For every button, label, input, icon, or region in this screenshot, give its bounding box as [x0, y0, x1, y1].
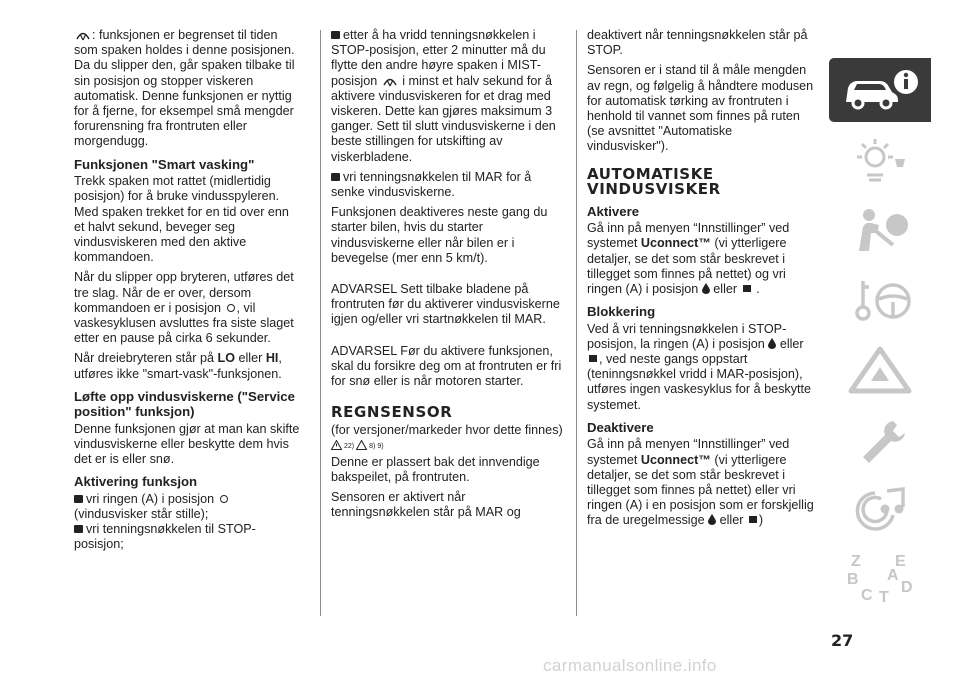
paragraph: Ved å vri tenningsnøkkelen i STOP-posisjon, la ringen (A) i posisjon eller , ved neste gangs oppstart (teninngsnøkkel vridd i MAR-posisjon), utføres ingen vaskesyklus for å beskytte systemet. — [587, 321, 811, 412]
heading-automatic-wipers: AUTOMATISKE VINDUSVISKER — [587, 164, 721, 198]
maintenance-wrench-icon — [845, 415, 915, 465]
rain-drop-icon — [708, 514, 716, 525]
column-divider — [576, 30, 577, 616]
list-item: etter å ha vridd tenningsnøkkelen i STOP-posisjon, etter 2 minutter må du flytte den andre høyre spaken i MIST-posisjon i minst et halv sekund for å aktivere vindusviskeren for et drag med viskeren. Dette kan gjøres maksimum 3 ganger. Sett til slutt vindusviskerne i den beste stillingen for utskifting av viskerbladene. — [331, 28, 556, 164]
warning-paragraph: ADVARSEL Sett tilbake bladene på frontruten før du aktiverer vindusviskerne igjen og/eller vri startnøkkelen til MAR. — [331, 282, 560, 327]
tab-starting-driving[interactable] — [829, 268, 931, 332]
warning-lights-icon — [845, 135, 915, 185]
bullet-icon — [74, 525, 83, 533]
reference-markers: 22) 8) 9) — [331, 440, 384, 450]
tab-index[interactable] — [829, 548, 931, 612]
heading-service-position: Løfte opp vindusviskerne ("Service position" funksjon) — [74, 388, 295, 420]
chapter-sidebar — [829, 58, 931, 620]
warning-paragraph: ADVARSEL Før du aktivere funksjonen, skal du forsikre deg om at frontruten er fri for snø eller is når motoren starter. — [331, 343, 562, 389]
ignition-steering-icon — [845, 275, 915, 325]
tab-maintenance[interactable] — [829, 408, 931, 472]
bullet-icon — [331, 173, 340, 181]
tab-safety[interactable] — [829, 198, 931, 262]
auto-position-icon — [227, 304, 235, 312]
paragraph: Trekk spaken mot rattet (midlertidig posisjon) for å bruke vindusspyleren. Med spaken trekket for en tid over enn et halvt sekund, beveger seg vindusviskeren med den aktive kommandoen. — [74, 174, 289, 265]
paragraph: Funksjonen deaktiveres neste gang du starter bilen, hvis du starter vindusviskerne eller når bilen er i bevegelse (mer enn 5 km/t). — [331, 205, 548, 265]
paragraph: Gå inn på menyen “Innstillinger” ved systemet Uconnect™ (vi ytterligere detaljer, se det som står beskrevet i tillegget som finnes på nettet) eller vri ringen (A) i en posisjon som er forskjellig fra de uregelmessige eller ) — [587, 437, 814, 528]
text-column-2 — [331, 28, 567, 525]
list-item: vri tenningsnøkkelen til STOP-posisjon; — [74, 522, 256, 552]
square-icon — [743, 285, 751, 292]
paragraph: Gå inn på menyen “Innstillinger” ved systemet Uconnect™ (vi ytterligere detaljer, se det som står beskrevet i tillegget som finnes på nettet) og vri ringen (A) i posisjon eller . — [587, 221, 790, 296]
info-triangle-icon — [356, 440, 367, 450]
warning-triangle-icon — [331, 440, 342, 450]
square-icon — [749, 516, 757, 523]
paragraph: Når dreiebryteren står på LO eller HI, utføres ikke "smart-vask"-funksjonen. — [74, 351, 282, 381]
paragraph: Sensoren er aktivert når tenningsnøkkelen står på MAR og — [331, 490, 521, 520]
text-column-1 — [74, 28, 300, 558]
paragraph: Når du slipper opp bryteren, utføres det tre slag. Når de er over, dersom kommandoen er i posisjon , vil vaskesyklusen avsluttes fra siste slaget etter en pause på cirka 6 sekunder. — [74, 270, 294, 346]
rain-drop-icon — [702, 283, 710, 294]
heading-smart-wash: Funksjonen "Smart vasking" — [74, 156, 255, 172]
heading-rain-sensor: REGNSENSOR — [331, 403, 453, 422]
multimedia-music-icon — [845, 485, 915, 535]
list-item: vri ringen (A) i posisjon (vindusvisker står stille); — [74, 492, 300, 522]
car-info-icon — [840, 68, 920, 112]
heading-activation: Aktivering funksjon — [74, 474, 198, 490]
paragraph: : funksjonen er begrenset til tiden som spaken holdes i denne posisjonen. Da du slipper den, går spaken tilbake til sin posisjon og stopper viskeren automatisk. Denne funksjonen er nyttig for å fjerne, for eksempel små mengder forurensning fra frontruten eller morgendugg. — [74, 28, 295, 149]
heading-blocking: Blokkering — [587, 304, 656, 320]
page-number: 27 — [831, 631, 854, 650]
watermark: carmanualsonline.info — [543, 656, 717, 675]
airbag-safety-icon — [845, 205, 915, 255]
heading-activate: Aktivere — [587, 203, 640, 219]
bullet-icon — [74, 495, 83, 503]
emergency-triangle-icon — [845, 345, 915, 395]
tab-emergency[interactable] — [829, 338, 931, 402]
text-column-3 — [587, 28, 815, 534]
tab-car-info[interactable] — [829, 58, 931, 122]
paragraph: Denne funksjonen gjør at man kan skifte vindusviskerne eller beskytte dem hvis det er is eller snø. — [74, 421, 300, 467]
wiper-mist-icon — [76, 31, 90, 41]
index-letters-icon: Z E B A C T D — [847, 553, 913, 606]
column-divider — [320, 30, 321, 616]
square-icon — [589, 355, 597, 362]
bullet-icon — [331, 31, 340, 39]
wiper-mist-icon — [383, 77, 397, 87]
rain-drop-icon — [768, 338, 776, 349]
heading-deactivate: Deaktivere — [587, 419, 654, 435]
paragraph: (for versjoner/markeder hvor dette finnes) — [331, 423, 563, 438]
paragraph: Sensoren er i stand til å måle mengden av regn, og følgelig å håndtere modusen for automatisk tørking av frontruten i henhold til vannet som finnes på ruten (se avsnittet "Automatiske vindusvisker"). — [587, 63, 814, 154]
tab-multimedia[interactable] — [829, 478, 931, 542]
paragraph: Denne er plassert bak det innvendige bakspeilet, på frontruten. — [331, 454, 540, 484]
tab-warning-lights[interactable] — [829, 128, 931, 192]
list-item: vri tenningsnøkkelen til MAR for å senke vindusviskerne. — [331, 169, 532, 200]
auto-position-icon — [220, 495, 228, 503]
paragraph: deaktivert når tenningsnøkkelen står på STOP. — [587, 28, 808, 58]
